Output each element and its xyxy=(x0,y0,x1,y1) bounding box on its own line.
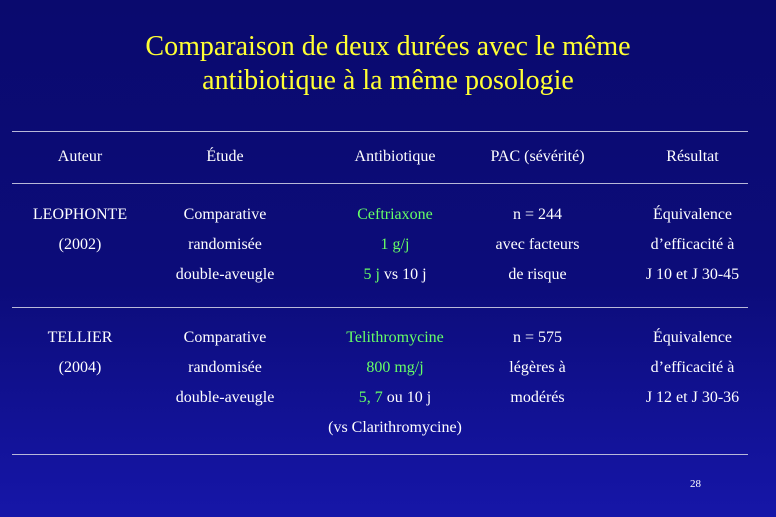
pac-line: modérés xyxy=(510,389,565,406)
table-row-1-resultat xyxy=(620,200,765,290)
table-row-2-resultat xyxy=(620,323,765,413)
auteur-year: (2004) xyxy=(58,359,102,376)
antibiotique-name: Telithromycine xyxy=(346,329,444,346)
resultat-line: Équivalence xyxy=(652,206,733,223)
header-resultat: Résultat xyxy=(666,148,719,165)
resultat-line: Équivalence xyxy=(652,329,733,346)
table-row-2-auteur xyxy=(20,323,140,383)
header-etude: Étude xyxy=(206,148,244,165)
table-row-1-etude xyxy=(150,200,300,290)
auteur-name: TELLIER xyxy=(47,329,113,346)
table-row-1-auteur xyxy=(20,200,140,260)
etude-line: randomisée xyxy=(188,359,262,376)
table-row-1-pac xyxy=(465,200,610,290)
auteur-year: (2002) xyxy=(58,236,102,253)
table-row-2-etude xyxy=(150,323,300,413)
etude-line: Comparative xyxy=(183,206,267,223)
table-bottom-rule xyxy=(12,454,748,455)
resultat-line: J 10 et J 30-45 xyxy=(645,266,740,283)
header-auteur: Auteur xyxy=(57,148,103,165)
pac-line: n = 244 xyxy=(512,206,563,223)
pac-line: avec facteurs xyxy=(495,236,580,253)
antibiotique-dose: 800 mg/j xyxy=(366,359,424,376)
title-line-2: antibiotique à la même posologie xyxy=(202,65,574,96)
header-rule xyxy=(12,183,748,184)
etude-line: double-aveugle xyxy=(175,266,275,283)
page-number: 28 xyxy=(690,478,701,490)
antibiotique-name: Ceftriaxone xyxy=(357,206,433,223)
etude-line: double-aveugle xyxy=(175,389,275,406)
antibiotique-duration xyxy=(320,260,470,290)
header-antibiotique: Antibiotique xyxy=(354,148,436,165)
antibiotique-dose: 1 g/j xyxy=(380,236,410,253)
table-row-2-antibiotique xyxy=(300,323,490,443)
antibiotique-duration xyxy=(300,383,490,413)
etude-line: randomisée xyxy=(188,236,262,253)
table-row-1-antibiotique xyxy=(320,200,470,290)
auteur-name: LEOPHONTE xyxy=(32,206,128,223)
resultat-line: J 12 et J 30-36 xyxy=(645,389,740,406)
header-pac: PAC (sévérité) xyxy=(490,148,585,165)
table-row-2-pac xyxy=(465,323,610,413)
etude-line: Comparative xyxy=(183,329,267,346)
pac-line: de risque xyxy=(508,266,567,283)
antibiotique-comparator: (vs Clarithromycine) xyxy=(328,419,462,436)
resultat-line: d’efficacité à xyxy=(650,236,735,253)
pac-line: légères à xyxy=(509,359,566,376)
duration-long: vs 10 j xyxy=(379,266,427,283)
duration-long: ou 10 j xyxy=(382,389,432,406)
table-top-rule xyxy=(12,131,748,132)
duration-short: 5, 7 xyxy=(358,389,383,406)
slide-title xyxy=(0,30,776,98)
pac-line: n = 575 xyxy=(512,329,563,346)
resultat-line: d’efficacité à xyxy=(650,359,735,376)
row-rule xyxy=(12,307,748,308)
title-line-1: Comparaison de deux durées avec le même xyxy=(145,31,631,62)
duration-short: 5 j xyxy=(363,266,380,283)
